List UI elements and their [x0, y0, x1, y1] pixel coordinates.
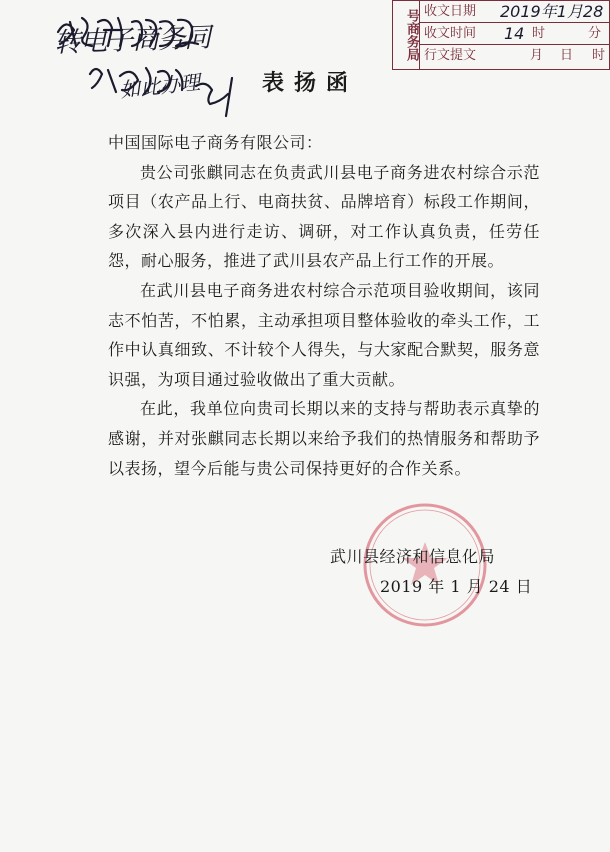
receipt-row-forward [420, 45, 609, 67]
handwritten-note-top: 转电子商务同 [53, 22, 211, 59]
receipt-time-value: 14 [504, 24, 525, 43]
paragraph-3: 在此，我单位向贵司长期以来的支持与帮助表示真挚的感谢，并对张麒同志长期以来给予我们的热情服务和帮助予以表扬，望今后能与贵公司保持更好的合作关系。 [108, 399, 540, 478]
receipt-time-label: 收文时间 [424, 26, 477, 41]
paragraph-1: 贵公司张麒同志在负责武川县电子商务进农村综合示范项目（农产品上行、电商扶贫、品牌培育）标段工作期间，多次深入县内进行走访、调研，对工作认真负责，任劳任怨，耐心服务，推进了武川县农产品上行工作的开展。 [108, 162, 540, 271]
receipt-row-time [420, 23, 609, 45]
receipt-time-hour-unit: 时 [532, 26, 546, 41]
receipt-forward-day-unit: 日 [560, 48, 574, 63]
receipt-date-label: 收文日期 [424, 4, 477, 19]
issuing-organization: 武川县经济和信息化局 [330, 547, 496, 566]
letter-body [108, 128, 540, 483]
receipt-forward-label: 行文提文 [424, 48, 477, 63]
receipt-forward-time-unit: 时 [592, 48, 606, 63]
salutation: 中国国际电子商务有限公司： [108, 133, 323, 152]
page-title: 表扬函 [262, 71, 359, 96]
paragraph-2: 在武川县电子商务进农村综合示范项目验收期间，该同志不怕苦，不怕累，主动承担项目整体验收的牵头工作，工作中认真细致、不计较个人得失，与大家配合默契，服务意识强，为项目通过验收做出了重大贡献。 [108, 280, 540, 389]
issue-date: 2019 年 1 月 24 日 [380, 577, 533, 596]
receipt-stamp [392, 0, 610, 70]
handwritten-note-second: 如此办理 [119, 69, 202, 103]
receipt-forward-month-unit: 月 [530, 48, 544, 63]
receipt-date-value: 2019年1月28 [500, 2, 604, 21]
receipt-row-date [420, 1, 609, 23]
receipt-time-minute-unit: 分 [588, 26, 602, 41]
receipt-stamp-side-label: 号商务局 [393, 1, 420, 69]
